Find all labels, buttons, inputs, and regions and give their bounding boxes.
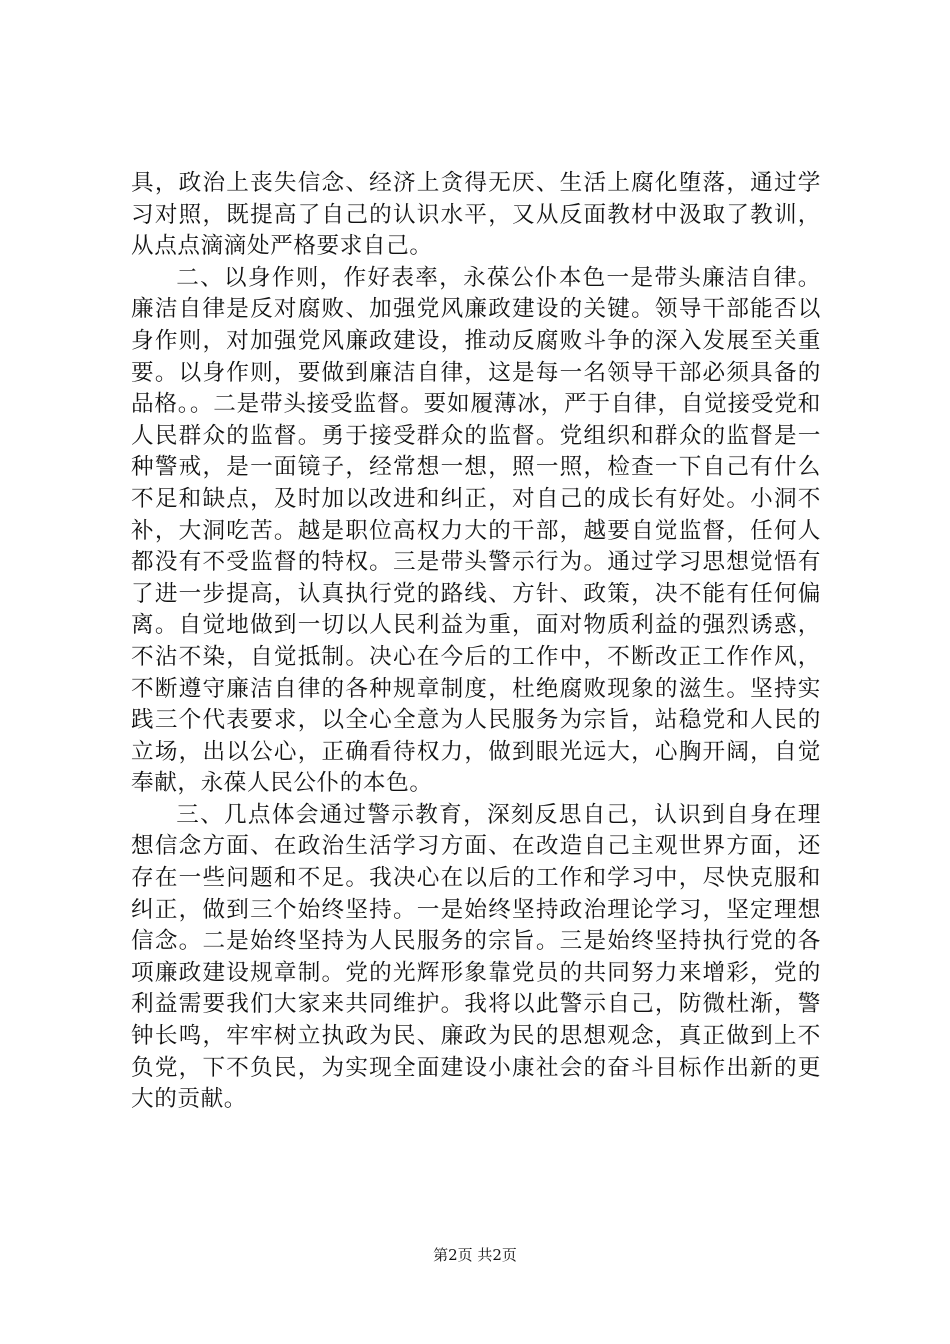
paragraph-section-two: 二、以身作则，作好表率，永葆公仆本色一是带头廉洁自律。廉洁自律是反对腐败、加强党风廉政建设的关键。领导干部能否以身作则，对加强党风廉政建设，推动反腐败斗争的深入发展至关重要。以身作则，要做到廉洁自律，这是每一名领导干部必须具备的品格。。二是带头接受监督。要如履薄冰，严于自律，自觉接受党和人民群众的监督。勇于接受群众的监督。党组织和群众的监督是一种警戒，是一面镜子，经常想一想，照一照，检查一下自己有什么不足和缺点，及时加以改进和纠正，对自己的成长有好处。小洞不补，大洞吃苦。越是职位高权力大的干部，越要自觉监督，任何人都没有不受监督的特权。三是带头警示行为。通过学习思想觉悟有了进一步提高，认真执行党的路线、方针、政策，决不能有任何偏离。自觉地做到一切以人民利益为重，面对物质利益的强烈诱惑，不沾不染，自觉抵制。决心在今后的工作中，不断改正工作作风，不断遵守廉洁自律的各种规章制度，杜绝腐败现象的滋生。坚持实践三个代表要求，以全心全意为人民服务为宗旨，站稳党和人民的立场，出以公心，正确看待权力，做到眼光远大，心胸开阔，自觉奉献，永葆人民公仆的本色。 <box>131 264 821 797</box>
paragraph-section-three: 三、几点体会通过警示教育，深刻反思自己，认识到自身在理想信念方面、在政治生活学习方面、在改造自己主观世界方面，还存在一些问题和不足。我决心在以后的工作和学习中，尽快克服和纠正，做到三个始终坚持。一是始终坚持政治理论学习，坚定理想信念。二是始终坚持为人民服务的宗旨。三是始终坚持执行党的各项廉政建设规章制。党的光辉形象靠党员的共同努力来增彩，党的利益需要我们大家来共同维护。我将以此警示自己，防微杜渐，警钟长鸣，牢牢树立执政为民、廉政为民的思想观念，真正做到上不负党，下不负民，为实现全面建设小康社会的奋斗目标作出新的更大的贡献。 <box>131 801 821 1113</box>
page-number-footer: 第2页 共2页 <box>433 1246 517 1264</box>
paragraph-continuation: 具，政治上丧失信念、经济上贪得无厌、生活上腐化堕落，通过学习对照，既提高了自己的认识水平，又从反面教材中汲取了教训，从点点滴滴处严格要求自己。 <box>131 170 821 260</box>
document-body <box>131 168 821 1116</box>
